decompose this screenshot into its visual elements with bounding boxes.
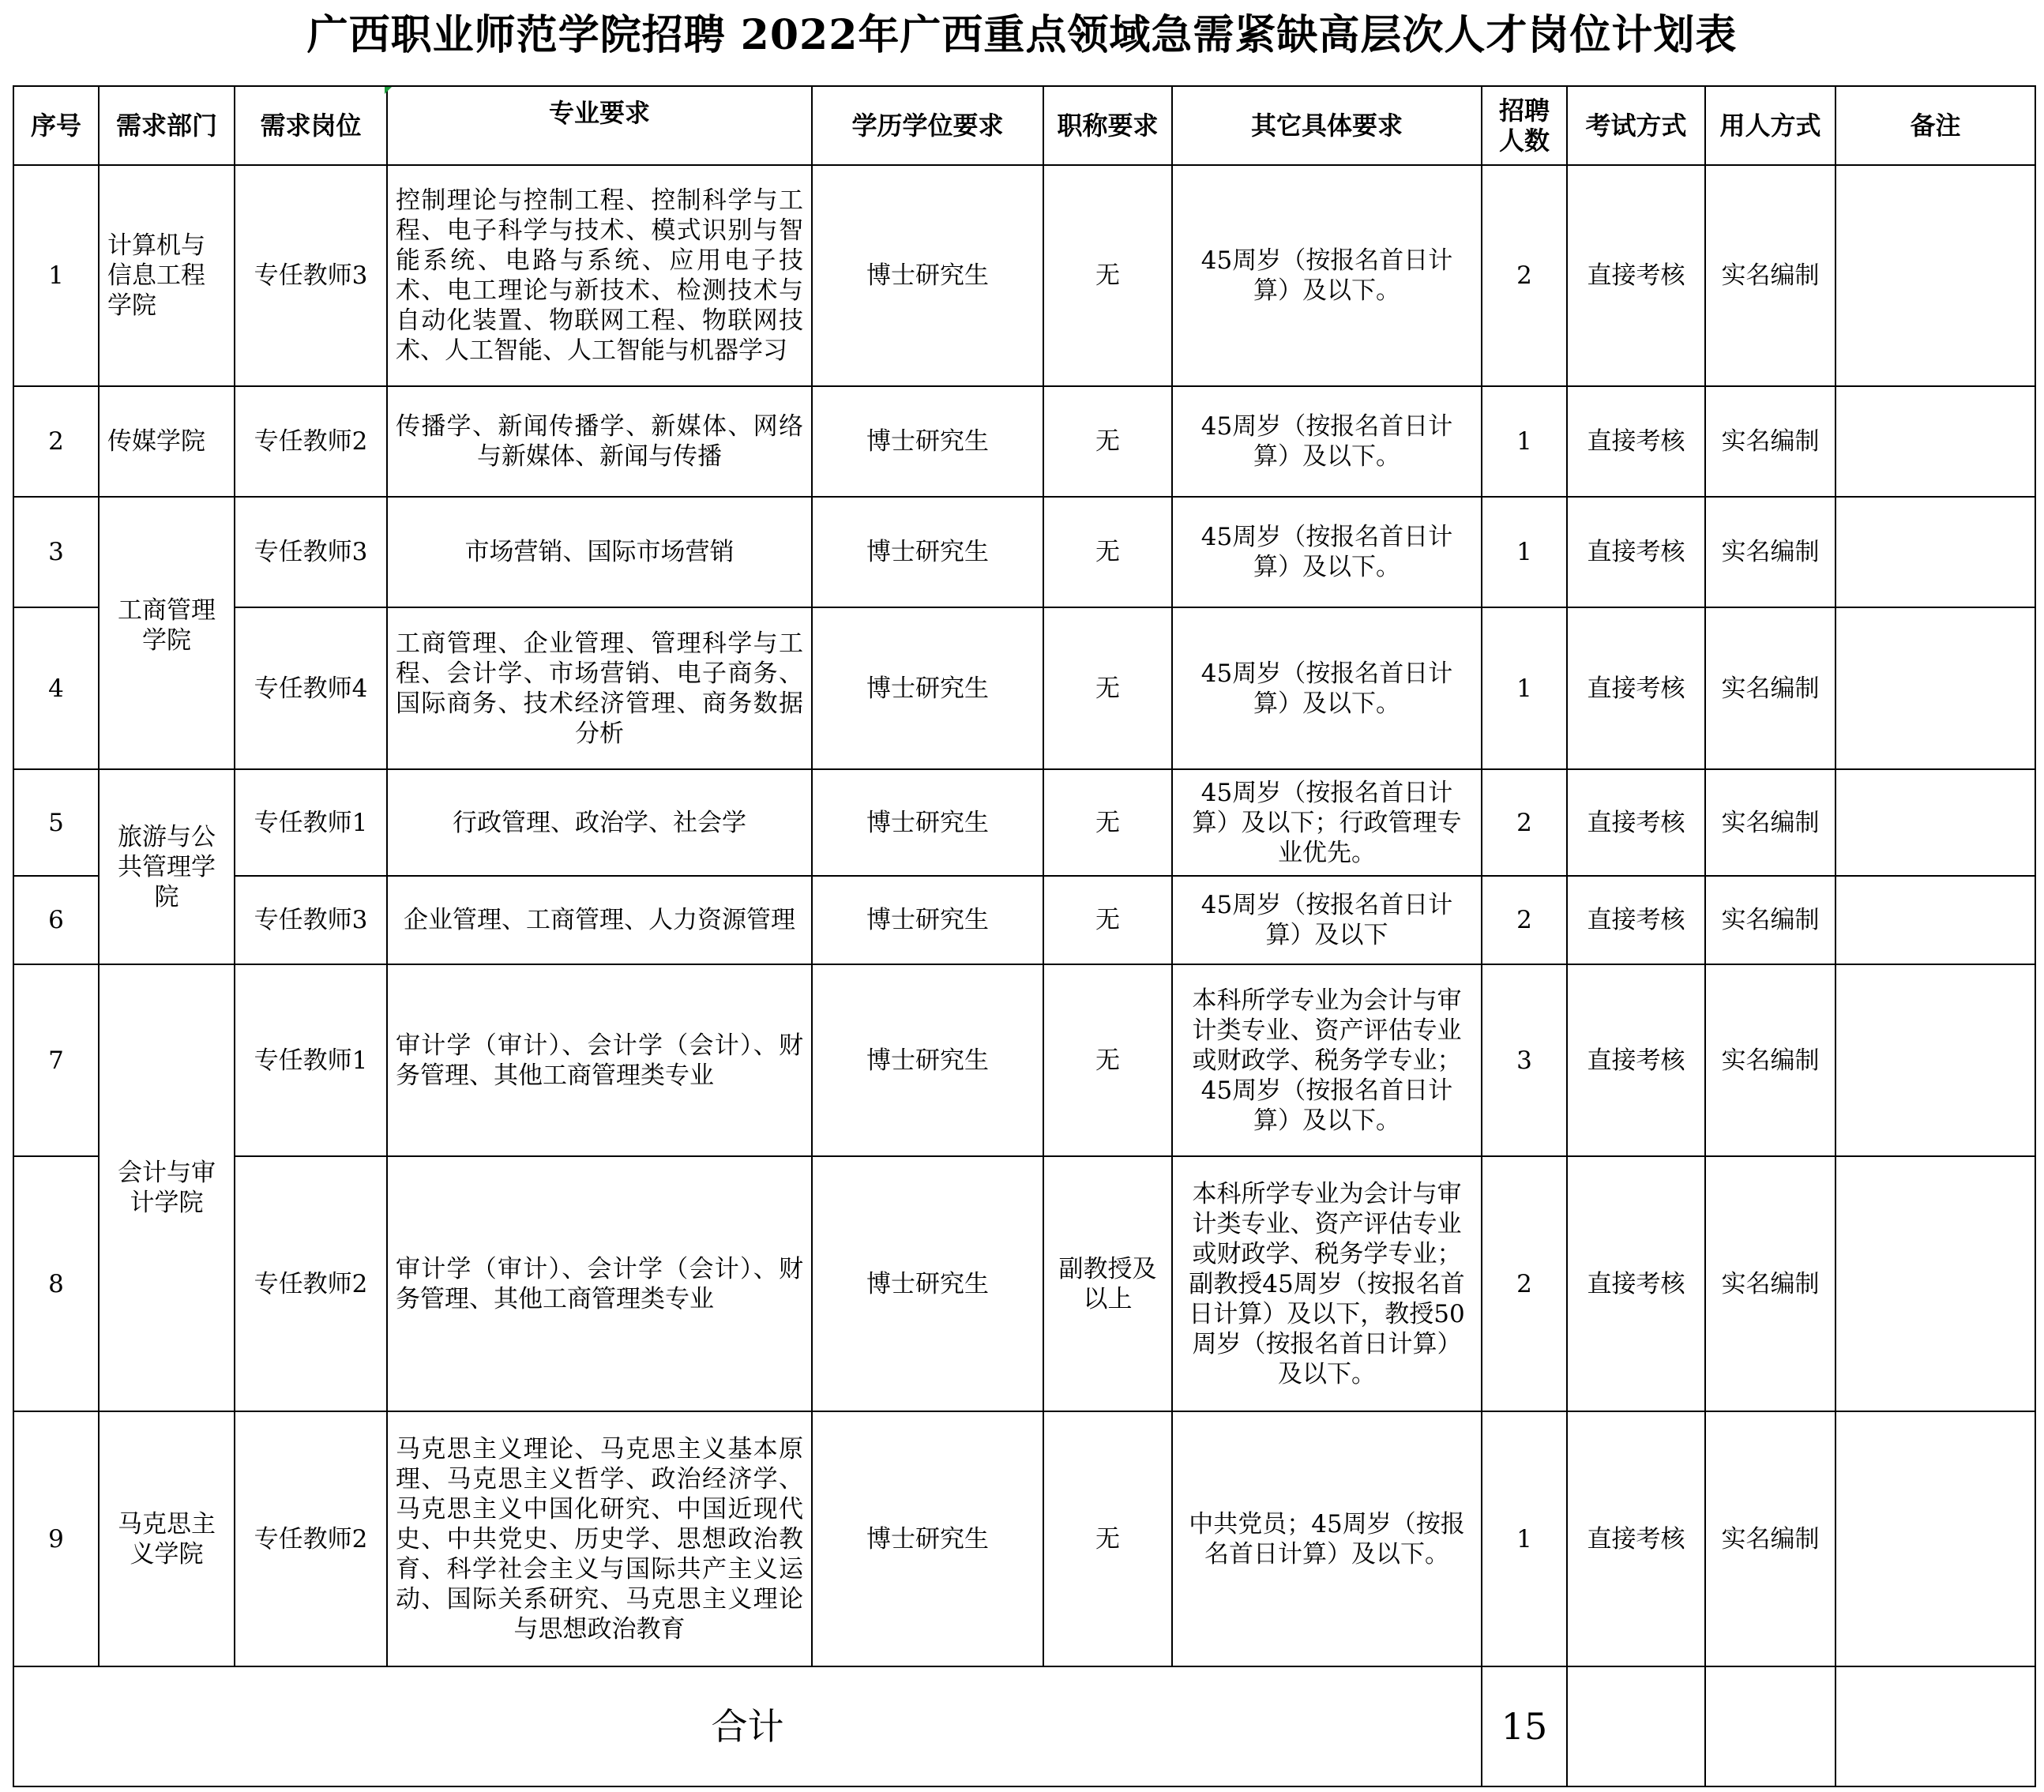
cell-rank: 无 <box>1043 607 1172 769</box>
cell-dept: 计算机与信息工程学院 <box>99 165 235 386</box>
cell-degree: 博士研究生 <box>812 1156 1043 1411</box>
table-row <box>13 769 2035 876</box>
cell-exam: 直接考核 <box>1567 386 1705 497</box>
cell-rank: 副教授及以上 <box>1043 1156 1172 1411</box>
cell-dept: 旅游与公共管理学院 <box>99 769 235 964</box>
cell-degree: 博士研究生 <box>812 1411 1043 1666</box>
cell-major: 市场营销、国际市场营销 <box>387 497 812 607</box>
cell-exam: 直接考核 <box>1567 876 1705 964</box>
table-row <box>13 876 2035 964</box>
cell-employ: 实名编制 <box>1705 386 1835 497</box>
cell-degree: 博士研究生 <box>812 497 1043 607</box>
header-major: 专业要求 <box>387 86 812 165</box>
cell-other: 45周岁（按报名首日计算）及以下。 <box>1172 386 1482 497</box>
cell-rank: 无 <box>1043 964 1172 1156</box>
cell-major: 行政管理、政治学、社会学 <box>387 769 812 876</box>
cell-employ: 实名编制 <box>1705 769 1835 876</box>
header-note: 备注 <box>1835 86 2035 165</box>
cell-seq: 6 <box>13 876 99 964</box>
cell-count: 2 <box>1482 769 1567 876</box>
cell-post: 专任教师3 <box>235 876 387 964</box>
header-exam: 考试方式 <box>1567 86 1705 165</box>
cell-note <box>1835 769 2035 876</box>
header-seq: 序号 <box>13 86 99 165</box>
header-rank: 职称要求 <box>1043 86 1172 165</box>
cell-note <box>1835 876 2035 964</box>
cell-seq: 8 <box>13 1156 99 1411</box>
cell-dept: 工商管理学院 <box>99 497 235 769</box>
cell-note <box>1835 1411 2035 1666</box>
cell-rank: 无 <box>1043 1411 1172 1666</box>
header-dept: 需求部门 <box>99 86 235 165</box>
cell-post: 专任教师3 <box>235 165 387 386</box>
cell-count: 3 <box>1482 964 1567 1156</box>
cell-note <box>1835 386 2035 497</box>
cell-other: 45周岁（按报名首日计算）及以下。 <box>1172 497 1482 607</box>
header-row <box>13 86 2035 165</box>
cell-degree: 博士研究生 <box>812 769 1043 876</box>
total-empty-employ <box>1705 1666 1835 1786</box>
cell-note <box>1835 1156 2035 1411</box>
cell-rank: 无 <box>1043 769 1172 876</box>
cell-dept: 马克思主义学院 <box>99 1411 235 1666</box>
recruitment-table <box>13 85 2036 1787</box>
cell-seq: 3 <box>13 497 99 607</box>
cell-count: 2 <box>1482 165 1567 386</box>
table-row <box>13 497 2035 607</box>
cell-degree: 博士研究生 <box>812 165 1043 386</box>
cell-degree: 博士研究生 <box>812 607 1043 769</box>
cell-dept: 传媒学院 <box>99 386 235 497</box>
total-label: 合计 <box>13 1666 1482 1786</box>
cell-note <box>1835 497 2035 607</box>
cell-other: 中共党员；45周岁（按报名首日计算）及以下。 <box>1172 1411 1482 1666</box>
cell-degree: 博士研究生 <box>812 876 1043 964</box>
header-count: 招聘人数 <box>1482 86 1567 165</box>
cell-exam: 直接考核 <box>1567 607 1705 769</box>
total-empty-note <box>1835 1666 2035 1786</box>
cell-employ: 实名编制 <box>1705 607 1835 769</box>
cell-seq: 1 <box>13 165 99 386</box>
table-row <box>13 1411 2035 1666</box>
cell-rank: 无 <box>1043 497 1172 607</box>
cell-seq: 7 <box>13 964 99 1156</box>
cell-seq: 9 <box>13 1411 99 1666</box>
cell-other: 本科所学专业为会计与审计类专业、资产评估专业或财政学、税务学专业；45周岁（按报名首日计算）及以下。 <box>1172 964 1482 1156</box>
cell-note <box>1835 964 2035 1156</box>
cell-major: 企业管理、工商管理、人力资源管理 <box>387 876 812 964</box>
total-empty-exam <box>1567 1666 1705 1786</box>
cell-note <box>1835 165 2035 386</box>
cell-exam: 直接考核 <box>1567 1411 1705 1666</box>
cell-post: 专任教师4 <box>235 607 387 769</box>
table-row <box>13 386 2035 497</box>
cell-seq: 2 <box>13 386 99 497</box>
cell-exam: 直接考核 <box>1567 165 1705 386</box>
cell-employ: 实名编制 <box>1705 964 1835 1156</box>
total-row <box>13 1666 2035 1786</box>
cell-count: 1 <box>1482 497 1567 607</box>
cell-count: 2 <box>1482 1156 1567 1411</box>
header-degree: 学历学位要求 <box>812 86 1043 165</box>
cell-rank: 无 <box>1043 165 1172 386</box>
cell-employ: 实名编制 <box>1705 876 1835 964</box>
cell-rank: 无 <box>1043 386 1172 497</box>
cell-other: 45周岁（按报名首日计算）及以下。 <box>1172 607 1482 769</box>
cell-employ: 实名编制 <box>1705 165 1835 386</box>
cell-post: 专任教师2 <box>235 1411 387 1666</box>
header-post: 需求岗位 <box>235 86 387 165</box>
cell-employ: 实名编制 <box>1705 1411 1835 1666</box>
cell-other: 45周岁（按报名首日计算）及以下。 <box>1172 165 1482 386</box>
cell-major: 控制理论与控制工程、控制科学与工程、电子科学与技术、模式识别与智能系统、电路与系统、应用电子技术、电工理论与新技术、检测技术与自动化装置、物联网工程、物联网技术、人工智能、人工智能与机器学习 <box>387 165 812 386</box>
cell-post: 专任教师2 <box>235 1156 387 1411</box>
cell-major: 审计学（审计）、会计学（会计）、财务管理、其他工商管理类专业 <box>387 1156 812 1411</box>
cell-post: 专任教师1 <box>235 769 387 876</box>
total-count: 15 <box>1482 1666 1567 1786</box>
cell-exam: 直接考核 <box>1567 1156 1705 1411</box>
cell-count: 2 <box>1482 876 1567 964</box>
table-row <box>13 607 2035 769</box>
header-employ: 用人方式 <box>1705 86 1835 165</box>
table-row <box>13 165 2035 386</box>
page-title: 广西职业师范学院招聘 2022年广西重点领域急需紧缺高层次人才岗位计划表 <box>306 11 1738 59</box>
cell-major: 工商管理、企业管理、管理科学与工程、会计学、市场营销、电子商务、国际商务、技术经济管理、商务数据分析 <box>387 607 812 769</box>
cell-employ: 实名编制 <box>1705 497 1835 607</box>
cell-exam: 直接考核 <box>1567 497 1705 607</box>
cell-count: 1 <box>1482 607 1567 769</box>
cell-employ: 实名编制 <box>1705 1156 1835 1411</box>
cell-count: 1 <box>1482 386 1567 497</box>
cell-other: 45周岁（按报名首日计算）及以下；行政管理专业优先。 <box>1172 769 1482 876</box>
cell-major: 马克思主义理论、马克思主义基本原理、马克思主义哲学、政治经济学、马克思主义中国化研究、中国近现代史、中共党史、历史学、思想政治教育、科学社会主义与国际共产主义运动、国际关系研究、马克思主义理论与思想政治教育 <box>387 1411 812 1666</box>
table-row <box>13 1156 2035 1411</box>
comment-marker <box>385 87 392 94</box>
cell-exam: 直接考核 <box>1567 769 1705 876</box>
cell-rank: 无 <box>1043 876 1172 964</box>
cell-major: 传播学、新闻传播学、新媒体、网络与新媒体、新闻与传播 <box>387 386 812 497</box>
cell-degree: 博士研究生 <box>812 386 1043 497</box>
cell-other: 本科所学专业为会计与审计类专业、资产评估专业或财政学、税务学专业；副教授45周岁（按报名首日计算）及以下，教授50周岁（按报名首日计算）及以下。 <box>1172 1156 1482 1411</box>
cell-dept: 会计与审计学院 <box>99 964 235 1411</box>
cell-count: 1 <box>1482 1411 1567 1666</box>
table-row <box>13 964 2035 1156</box>
cell-post: 专任教师1 <box>235 964 387 1156</box>
cell-major: 审计学（审计）、会计学（会计）、财务管理、其他工商管理类专业 <box>387 964 812 1156</box>
header-other: 其它具体要求 <box>1172 86 1482 165</box>
cell-post: 专任教师3 <box>235 497 387 607</box>
cell-exam: 直接考核 <box>1567 964 1705 1156</box>
cell-note <box>1835 607 2035 769</box>
cell-seq: 5 <box>13 769 99 876</box>
cell-degree: 博士研究生 <box>812 964 1043 1156</box>
cell-other: 45周岁（按报名首日计算）及以下 <box>1172 876 1482 964</box>
cell-post: 专任教师2 <box>235 386 387 497</box>
cell-seq: 4 <box>13 607 99 769</box>
